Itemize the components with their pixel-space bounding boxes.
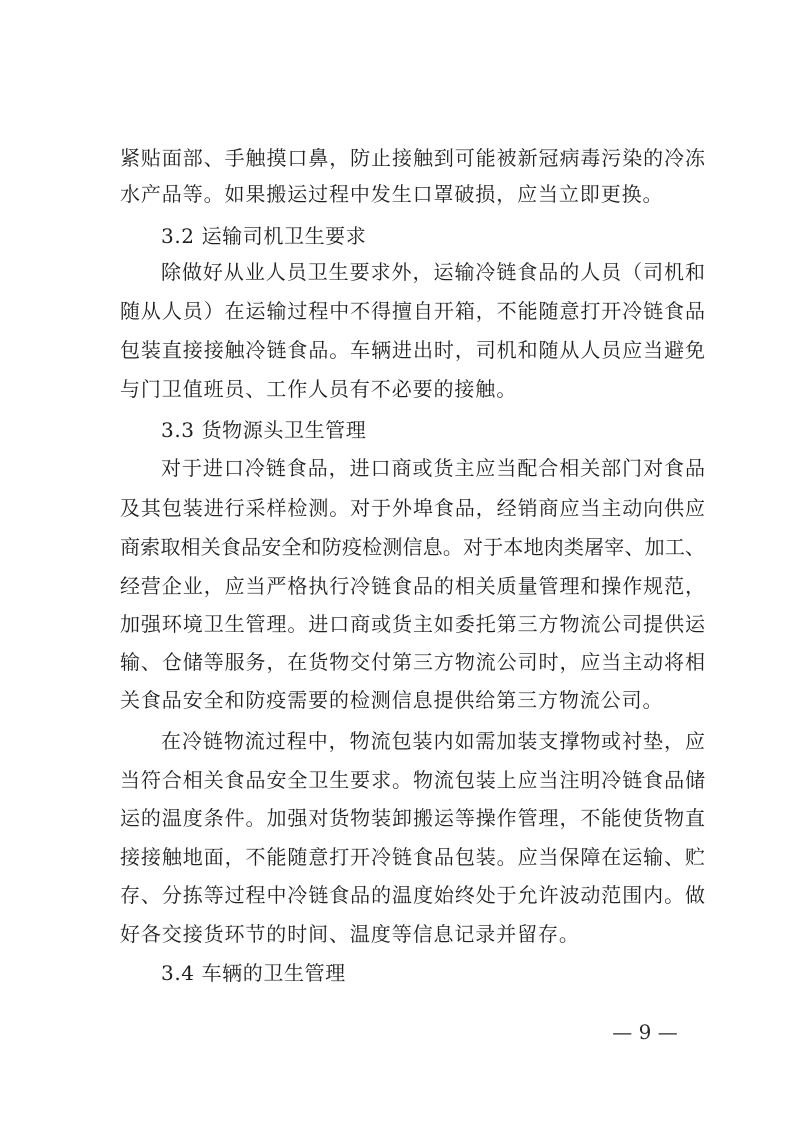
text-line: 水产品等。如果搬运过程中发生口罩破损，应当立即更换。 — [120, 182, 664, 206]
page-number: — 9 — — [612, 1020, 678, 1044]
text-line: 好各交接货环节的时间、温度等信息记录并留存。 — [120, 922, 580, 946]
section-heading-3-4: 3.4 车辆的卫生管理 — [161, 961, 346, 985]
section-heading-3-3: 3.3 货物源头卫生管理 — [161, 418, 367, 442]
text-line: 输、仓储等服务，在货物交付第三方物流公司时，应当主动将相 — [120, 650, 705, 674]
text-line: 除做好从业人员卫生要求外，运输冷链食品的人员（司机和 — [161, 260, 705, 284]
text-line: 存、分拣等过程中冷链食品的温度始终处于允许波动范围内。做 — [120, 883, 705, 907]
text-line: 及其包装进行采样检测。对于外埠食品，经销商应当主动向供应 — [120, 496, 705, 520]
text-line: 经营企业，应当严格执行冷链食品的相关质量管理和操作规范， — [120, 574, 705, 598]
text-line: 包装直接接触冷链食品。车辆进出时，司机和随从人员应当避免 — [120, 338, 705, 362]
text-line: 加强环境卫生管理。进口商或货主如委托第三方物流公司提供运 — [120, 612, 705, 636]
text-line: 当符合相关食品安全卫生要求。物流包装上应当注明冷链食品储 — [120, 768, 705, 792]
text-line: 接接触地面，不能随意打开冷链食品包装。应当保障在运输、贮 — [120, 845, 705, 869]
text-line: 关食品安全和防疫需要的检测信息提供给第三方物流公司。 — [120, 688, 664, 712]
text-line: 运的温度条件。加强对货物装卸搬运等操作管理，不能使货物直 — [120, 806, 705, 830]
text-line: 商索取相关食品安全和防疫检测信息。对于本地肉类屠宰、加工、 — [120, 535, 705, 559]
text-line: 与门卫值班员、工作人员有不必要的接触。 — [120, 377, 518, 401]
text-line: 紧贴面部、手触摸口鼻，防止接触到可能被新冠病毒污染的冷冻 — [120, 146, 705, 170]
text-line: 随从人员）在运输过程中不得擅自开箱，不能随意打开冷链食品 — [120, 299, 705, 323]
text-line: 对于进口冷链食品，进口商或货主应当配合相关部门对食品 — [161, 456, 705, 480]
section-heading-3-2: 3.2 运输司机卫生要求 — [161, 224, 367, 248]
text-line: 在冷链物流过程中，物流包装内如需加装支撑物或衬垫，应 — [161, 729, 705, 753]
